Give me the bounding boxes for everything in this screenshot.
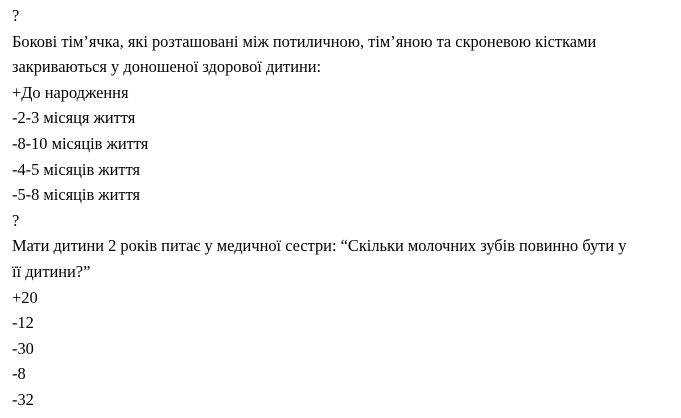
answer-option: -12 bbox=[12, 313, 34, 333]
question-block-1 bbox=[12, 3, 681, 208]
question-block-2 bbox=[12, 208, 681, 413]
question-text-line: Мати дитини 2 років питає у медичної сестри: “Скільки молочних зубів повинно бути у bbox=[12, 236, 627, 256]
question-marker: ? bbox=[12, 6, 20, 25]
question-text-line: її дитини?” bbox=[12, 261, 91, 281]
answer-option: -32 bbox=[12, 389, 34, 409]
answer-option: +До народження bbox=[12, 82, 129, 102]
answer-option: -8 bbox=[12, 364, 26, 384]
question-text-line: Бокові тім’ячка, які розташовані між потиличною, тім’яною та скроневою кістками bbox=[12, 31, 597, 51]
answer-option: -8-10 місяців життя bbox=[12, 133, 149, 153]
answer-option: -5-8 місяців життя bbox=[12, 185, 141, 205]
answer-option: -4-5 місяців життя bbox=[12, 159, 141, 179]
answer-option: -30 bbox=[12, 338, 34, 358]
question-text-line: закриваються у доношеної здорової дитини: bbox=[12, 57, 322, 77]
question-marker: ? bbox=[12, 210, 20, 230]
answer-option: -2-3 місяця життя bbox=[12, 108, 136, 128]
answer-option: +20 bbox=[12, 287, 38, 307]
